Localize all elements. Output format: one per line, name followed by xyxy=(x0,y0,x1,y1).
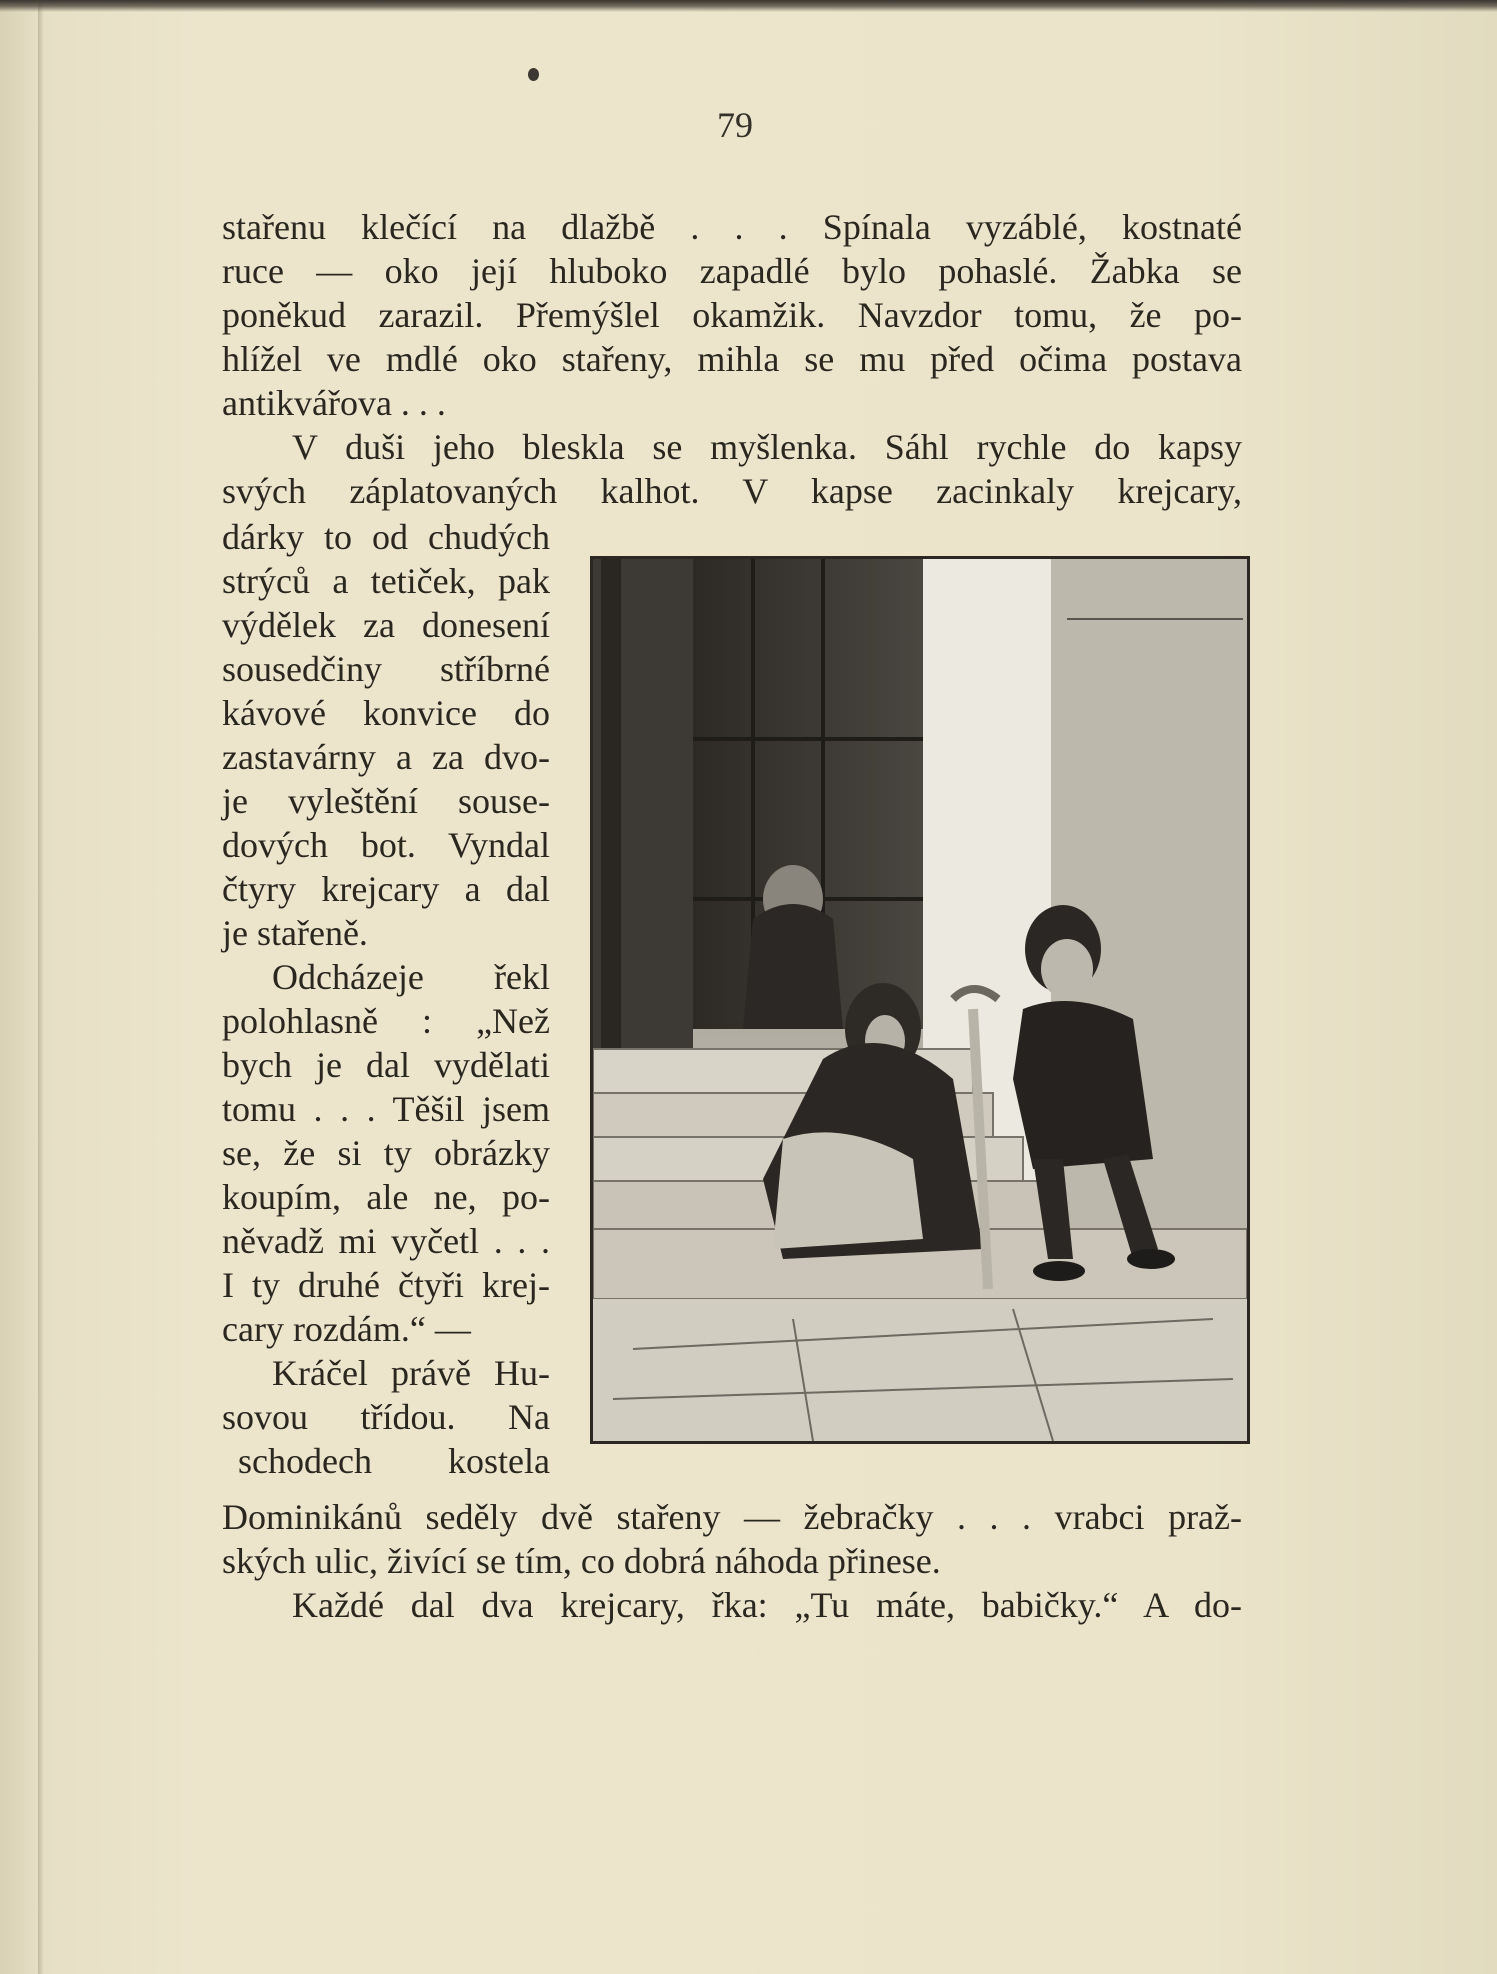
text-line: se, že si ty obrázky xyxy=(222,1133,550,1173)
text-line: hlížel ve mdlé oko stařeny, mihla se mu před očima postava xyxy=(222,339,1242,379)
text-line: Kráčel právě Hu- xyxy=(272,1353,550,1393)
illustration-drawing xyxy=(593,559,1247,1441)
text-line: sovou třídou. Na xyxy=(222,1397,550,1437)
text-line: dárky to od chudých xyxy=(222,517,550,557)
text-line: antikvářova . . . xyxy=(222,383,446,423)
text-line: je stařeně. xyxy=(222,913,368,953)
text-line: čtyry krejcary a dal xyxy=(222,869,550,909)
text-line: strýců a tetiček, pak xyxy=(222,561,550,601)
ink-speck xyxy=(528,68,539,81)
binding-gutter xyxy=(38,0,44,1974)
text-line: svých záplatovaných kalhot. V kapse zacinkaly krejcary, xyxy=(222,471,1242,511)
text-line: koupím, ale ne, po- xyxy=(222,1177,550,1217)
text-line: sousedčiny stříbrné xyxy=(222,649,550,689)
text-line: ských ulic, živící se tím, co dobrá náhoda přinese. xyxy=(222,1541,941,1581)
text-line: Odcházeje řekl xyxy=(272,957,550,997)
text-line: ruce — oko její hluboko zapadlé bylo pohaslé. Žabka se xyxy=(222,251,1242,291)
text-line: kávové konvice do xyxy=(222,693,550,733)
text-line: Dominikánů seděly dvě stařeny — žebračky . . . vrabci praž- xyxy=(222,1497,1242,1537)
illustration-beggar-and-boy xyxy=(590,556,1250,1444)
text-line: I ty druhé čtyři krej- xyxy=(222,1265,550,1305)
text-line: cary rozdám.“ — xyxy=(222,1309,471,1349)
text-line: zastavárny a za dvo- xyxy=(222,737,550,777)
text-line: poněkud zarazil. Přemýšlel okamžik. Navzdor tomu, že po- xyxy=(222,295,1242,335)
page-number: 79 xyxy=(717,105,753,145)
text-line: tomu . . . Těšil jsem xyxy=(222,1089,550,1129)
text-line: V duši jeho bleskla se myšlenka. Sáhl rychle do kapsy xyxy=(292,427,1242,467)
text-line: něvadž mi vyčetl . . . xyxy=(222,1221,550,1261)
text-line: schodech kostela xyxy=(238,1441,550,1481)
text-line: bych je dal vydělati xyxy=(222,1045,550,1085)
text-line: dových bot. Vyndal xyxy=(222,825,550,865)
text-line: výdělek za donesení xyxy=(222,605,550,645)
text-line: je vyleštění souse- xyxy=(222,781,550,821)
text-line: polohlasně : „Než xyxy=(222,1001,550,1041)
text-line: stařenu klečící na dlažbě . . . Spínala vyzáblé, kostnaté xyxy=(222,207,1242,247)
text-line: Každé dal dva krejcary, řka: „Tu máte, babičky.“ A do- xyxy=(292,1585,1242,1625)
page-top-edge xyxy=(0,0,1497,12)
